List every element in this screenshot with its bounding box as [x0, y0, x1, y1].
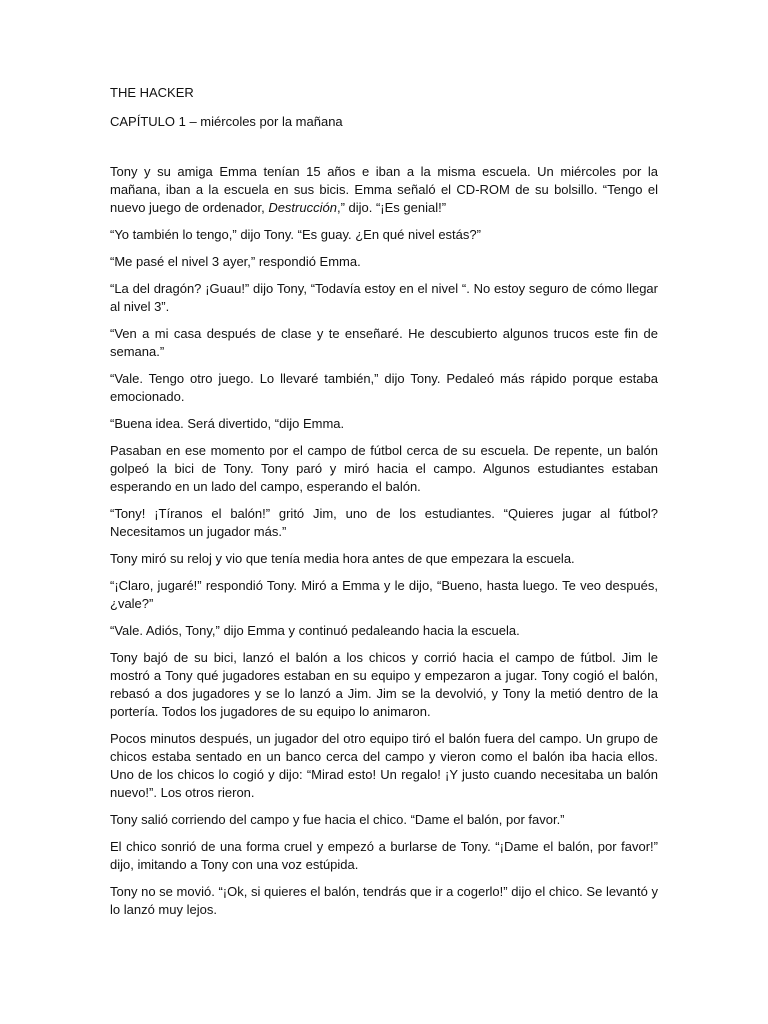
paragraph-7: “Buena idea. Será divertido, “dijo Emma. — [110, 416, 345, 431]
paragraph-10: Tony miró su reloj y vio que tenía media hora antes de que empezara la escuela. — [110, 551, 575, 566]
paragraph-15: Tony salió corriendo del campo y fue hacia el chico. “Dame el balón, por favor.” — [110, 812, 565, 827]
paragraph-11: “¡Claro, jugaré!” respondió Tony. Miró a Emma y le dijo, “Bueno, hasta luego. Te veo después, ¿vale?” — [110, 578, 658, 611]
paragraph-14: Pocos minutos después, un jugador del otro equipo tiró el balón fuera del campo. Un grupo de chicos estaba sentado en un banco cerca del campo y vieron como el balón iba hacia ellos. Uno de los chicos lo cogió y dijo: “Mirad esto! Un regalo! ¡Y justo cuando necesitaba un balón nuevo!”. Los otros rieron. — [110, 731, 658, 800]
paragraph-1-after: ,” dijo. “¡Es genial!” — [336, 200, 447, 215]
paragraph-3: “Me pasé el nivel 3 ayer,” respondió Emma. — [110, 254, 361, 269]
paragraph-4: “La del dragón? ¡Guau!” dijo Tony, “Todavía estoy en el nivel “. No estoy seguro de cómo llegar al nivel 3”. — [110, 281, 658, 314]
paragraph-1 — [110, 163, 658, 217]
document-title: THE HACKER — [110, 85, 194, 100]
paragraph-16: El chico sonrió de una forma cruel y empezó a burlarse de Tony. “¡Dame el balón, por favor!” dijo, imitando a Tony con una voz estúpida. — [110, 839, 658, 872]
chapter-title: CAPÍTULO 1 – miércoles por la mañana — [110, 114, 343, 129]
paragraph-6: “Vale. Tengo otro juego. Lo llevaré también,” dijo Tony. Pedaleó más rápido porque estaba emocionado. — [110, 371, 658, 404]
paragraph-2: “Yo también lo tengo,” dijo Tony. “Es guay. ¿En qué nivel estás?” — [110, 227, 481, 242]
paragraph-1-text: Tony y su amiga Emma tenían 15 años e iban a la misma escuela. Un miércoles por la mañana, iban a la escuela en sus bicis. Emma señaló el CD-ROM de su bolsillo. “Tengo el nuevo juego de ordenador, — [110, 164, 658, 215]
paragraph-9: “Tony! ¡Tíranos el balón!” gritó Jim, uno de los estudiantes. “Quieres jugar al fútbol? Necesitamos un jugador más.” — [110, 506, 658, 539]
paragraph-8: Pasaban en ese momento por el campo de fútbol cerca de su escuela. De repente, un balón golpeó la bici de Tony. Tony paró y miró hacia el campo. Algunos estudiantes estaban esperando en un lado del campo, esperando el balón. — [110, 443, 658, 494]
paragraph-12: “Vale. Adiós, Tony,” dijo Emma y continuó pedaleando hacia la escuela. — [110, 623, 520, 638]
paragraph-5: “Ven a mi casa después de clase y te enseñaré. He descubierto algunos trucos este fin de semana.” — [110, 326, 658, 359]
document-body — [110, 84, 658, 928]
paragraph-13: Tony bajó de su bici, lanzó el balón a los chicos y corrió hacia el campo de fútbol. Jim le mostró a Tony qué jugadores estaban en su equipo y empezaron a jugar. Tony cogió el balón, rebasó a dos jugadores y se lo lanzó a Jim. Jim se la devolvió, y Tony la metió dentro de la portería. Todos los jugadores de su equipo lo animaron. — [110, 650, 658, 719]
game-title: Destrucción — [268, 200, 337, 215]
paragraph-17: Tony no se movió. “¡Ok, si quieres el balón, tendrás que ir a cogerlo!” dijo el chico. Se levantó y lo lanzó muy lejos. — [110, 884, 658, 917]
